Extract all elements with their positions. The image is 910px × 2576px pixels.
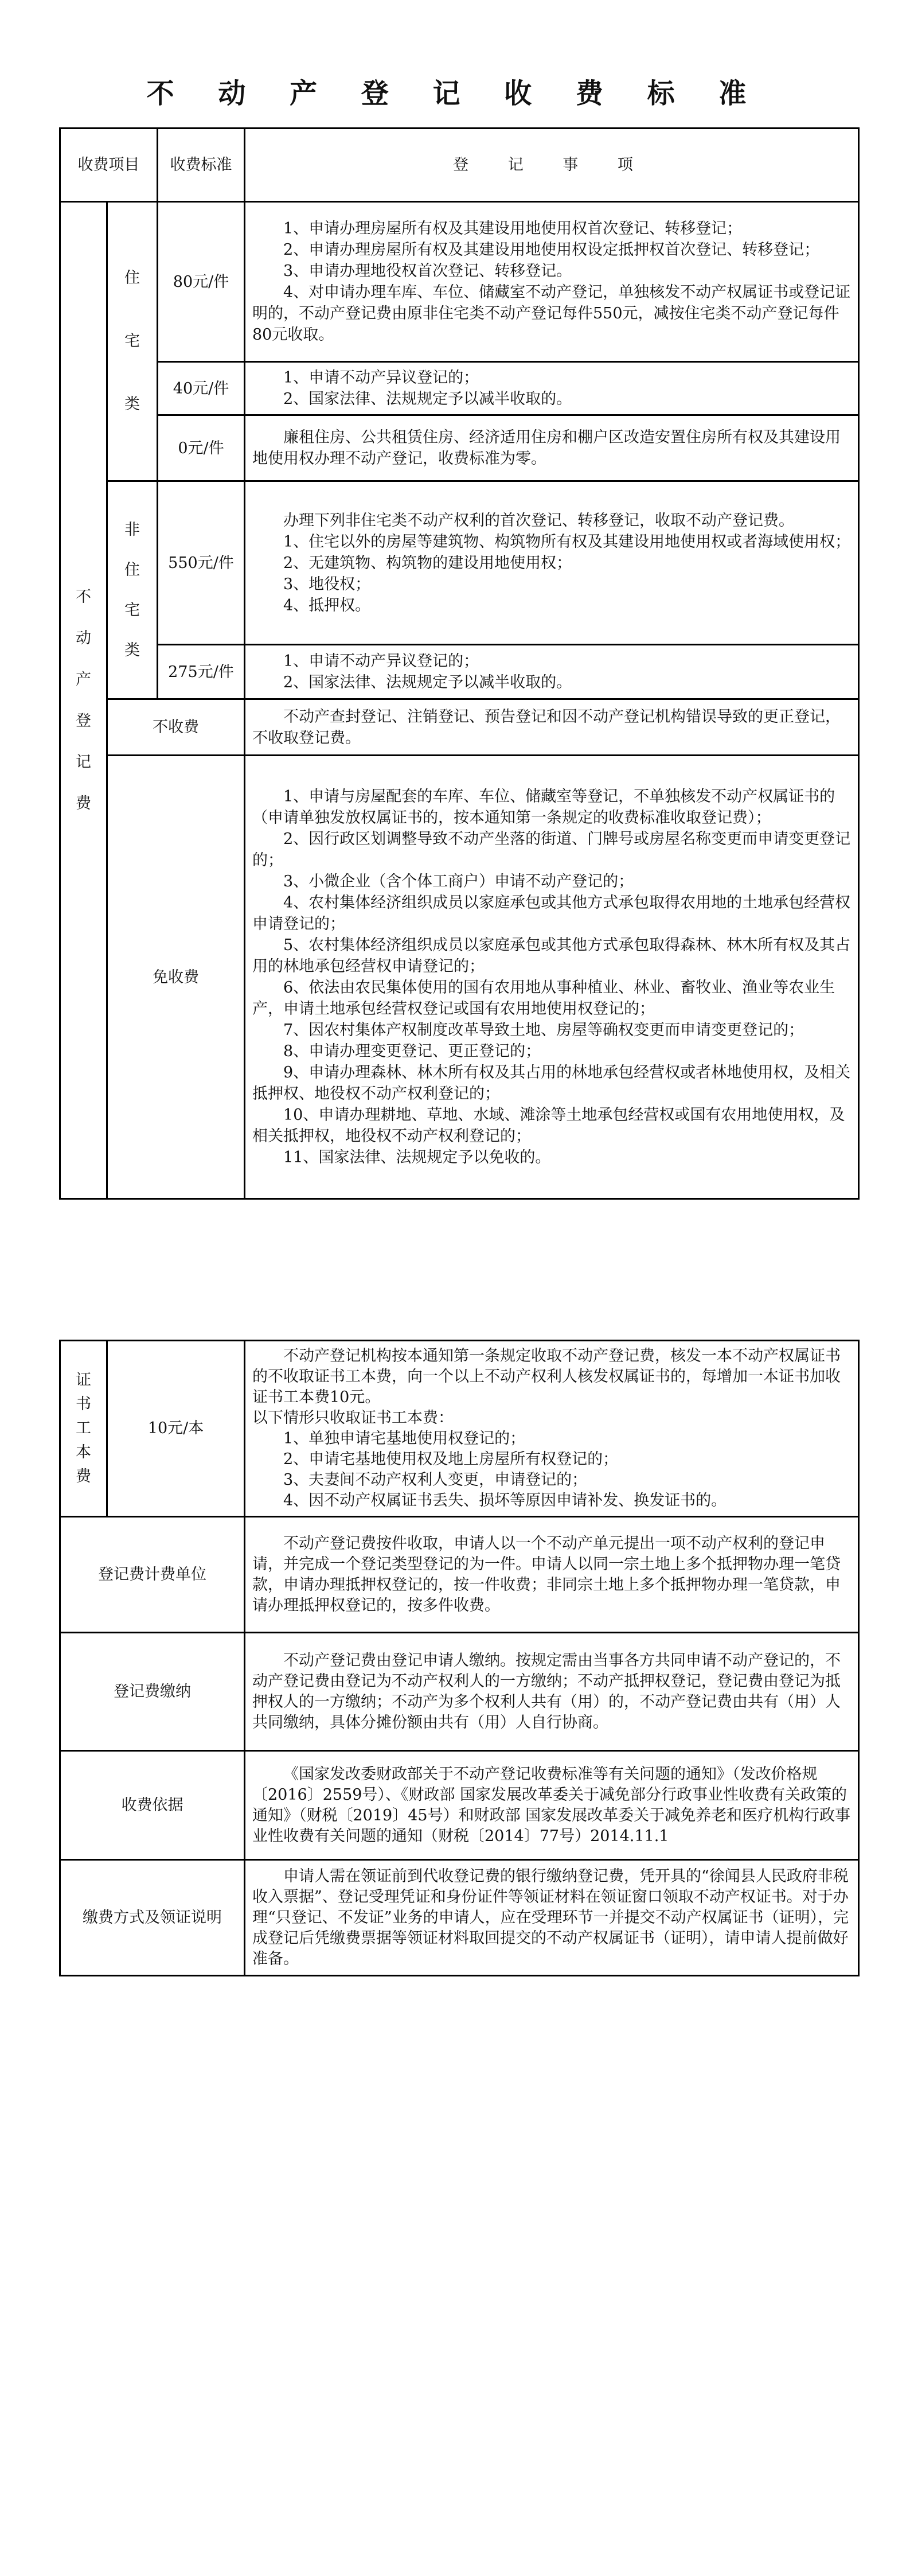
exempt-label: 免收费 [107, 756, 245, 1199]
basis-label: 收费依据 [60, 1751, 245, 1860]
matters-residential-0: 廉租住房、公共租赁住房、经济适用住房和棚户区改造安置住房所有权及其建设用地使用权办理不动产登记，收费标准为零。 [245, 415, 859, 481]
header-item: 收费项目 [60, 129, 158, 202]
fee-residential-80: 80元/件 [158, 202, 245, 362]
header-standard: 收费标准 [158, 129, 245, 202]
residential-label: 住 宅 类 [107, 202, 158, 481]
nonresidential-label: 非 住 宅 类 [107, 481, 158, 699]
matters-nonresidential-275: 1、申请不动产异议登记的； 2、国家法律、法规规定予以减半收取的。 [245, 645, 859, 699]
header-matters: 登 记 事 项 [245, 129, 859, 202]
payment-label: 登记费缴纳 [60, 1633, 245, 1751]
fee-table-main [59, 127, 860, 1200]
fee-nonresidential-275: 275元/件 [158, 645, 245, 699]
exempt-items: 1、申请与房屋配套的车库、车位、储藏室等登记，不单独核发不动产权属证书的（申请单独发放权属证书的，按本通知第一条规定的收费标准收取登记费）； 2、因行政区划调整导致不动产坐落的街道、门牌号或房屋名称变更而申请变更登记的； 3、小微企业（含个体工商户）申请不动产登记的； 4、农村集体经济组织成员以家庭承包或其他方式承包取得农用地的土地承包经营权申请登记的； 5、农村集体经济组织成员以家庭承包或其他方式承包取得森林、林木所有权及其占用的林地承包经营权申请登记的； 6、依法由农民集体使用的国有农用地从事种植业、林业、畜牧业、渔业等农业生产，申请土地承包经营权登记或国有农用地使用权登记的； 7、因农村集体产权制度改革导致土地、房屋等确权变更而申请变更登记的； 8、申请办理变更登记、更正登记的； 9、申请办理森林、林木所有权及其占用的林地承包经营权或者林地使用权，及相关抵押权、地役权不动产权利登记的； 10、申请办理耕地、草地、水域、滩涂等土地承包经营权或国有农用地使用权，及相关抵押权，地役权不动产权利登记的； 11、国家法律、法规规定予以免收的。 [245, 756, 859, 1199]
nocharge-text: 不动产查封登记、注销登记、预告登记和因不动产登记机构错误导致的更正登记，不收取登记费。 [245, 699, 859, 756]
certificate-text: 不动产登记机构按本通知第一条规定收取不动产登记费，核发一本不动产权属证书的不收取证书工本费，向一个以上不动产权利人核发权属证书的，每增加一本证书加收证书工本费10元。 以下情形只收取证书工本费： 1、单独申请宅基地使用权登记的； 2、申请宅基地使用权及地上房屋所有权登记的； 3、夫妻间不动产权利人变更，申请登记的； 4、因不动产权属证书丢失、损坏等原因申请补发、换发证书的。 [245, 1341, 859, 1517]
category-registration-fee: 不 动 产 登 记 费 [60, 202, 107, 1199]
method-text: 申请人需在领证前到代收登记费的银行缴纳登记费，凭开具的“徐闻县人民政府非税收入票据”、登记受理凭证和身份证件等领证材料在领证窗口领取不动产权证书。对于办理“只登记、不发证”业务的申请人，应在受理环节一并提交不动产权属证书（证明），完成登记后凭缴费票据等领证材料取回提交的不动产权属证书（证明），请申请人提前做好准备。 [245, 1860, 859, 1976]
certificate-fee: 10元/本 [107, 1341, 245, 1517]
page-title: 不 动 产 登 记 收 费 标 准 [146, 77, 764, 110]
method-label: 缴费方式及领证说明 [60, 1860, 245, 1976]
nocharge-label: 不收费 [107, 699, 245, 756]
unit-text: 不动产登记费按件收取，申请人以一个不动产单元提出一项不动产权利的登记申请，并完成一个登记类型登记的为一件。申请人以同一宗土地上多个抵押物办理一笔贷款，申请办理抵押权登记的，按一件收费；非同宗土地上多个抵押物办理一笔贷款，申请办理抵押权登记的，按多件收费。 [245, 1517, 859, 1633]
fee-residential-0: 0元/件 [158, 415, 245, 481]
basis-text: 《国家发改委财政部关于不动产登记收费标准等有关问题的通知》（发改价格规〔2016〕2559号）、《财政部 国家发展改革委关于减免部分行政事业性收费有关政策的通知》（财税〔2019〕45号）和财政部 国家发展改革委关于减免养老和医疗机构行政事业性收费有关问题的通知（财税〔2014〕77号）2014.11.1 [245, 1751, 859, 1860]
certificate-label: 证 书 工 本 费 [60, 1341, 107, 1517]
payment-text: 不动产登记费由登记申请人缴纳。按规定需由当事各方共同申请不动产登记的，不动产登记费由登记为不动产权利人的一方缴纳；不动产抵押权登记，登记费由登记为抵押权人的一方缴纳；不动产为多个权利人共有（用）的，不动产登记费由共有（用）人共同缴纳，具体分摊份额由共有（用）人自行协商。 [245, 1633, 859, 1751]
fee-table-supplement [59, 1340, 860, 1976]
matters-nonresidential-550: 办理下列非住宅类不动产权利的首次登记、转移登记，收取不动产登记费。 1、住宅以外的房屋等建筑物、构筑物所有权及其建设用地使用权或者海域使用权； 2、无建筑物、构筑物的建设用地使用权； 3、地役权； 4、抵押权。 [245, 481, 859, 645]
matters-residential-80: 1、申请办理房屋所有权及其建设用地使用权首次登记、转移登记； 2、申请办理房屋所有权及其建设用地使用权设定抵押权首次登记、转移登记； 3、申请办理地役权首次登记、转移登记。 4、对申请办理车库、车位、储藏室不动产登记，单独核发不动产权属证书或登记证明的，不动产登记费由原非住宅类不动产登记每件550元，减按住宅类不动产登记每件80元收取。 [245, 202, 859, 362]
unit-label: 登记费计费单位 [60, 1517, 245, 1633]
fee-residential-40: 40元/件 [158, 362, 245, 415]
matters-residential-40: 1、申请不动产异议登记的； 2、国家法律、法规规定予以减半收取的。 [245, 362, 859, 415]
fee-nonresidential-550: 550元/件 [158, 481, 245, 645]
